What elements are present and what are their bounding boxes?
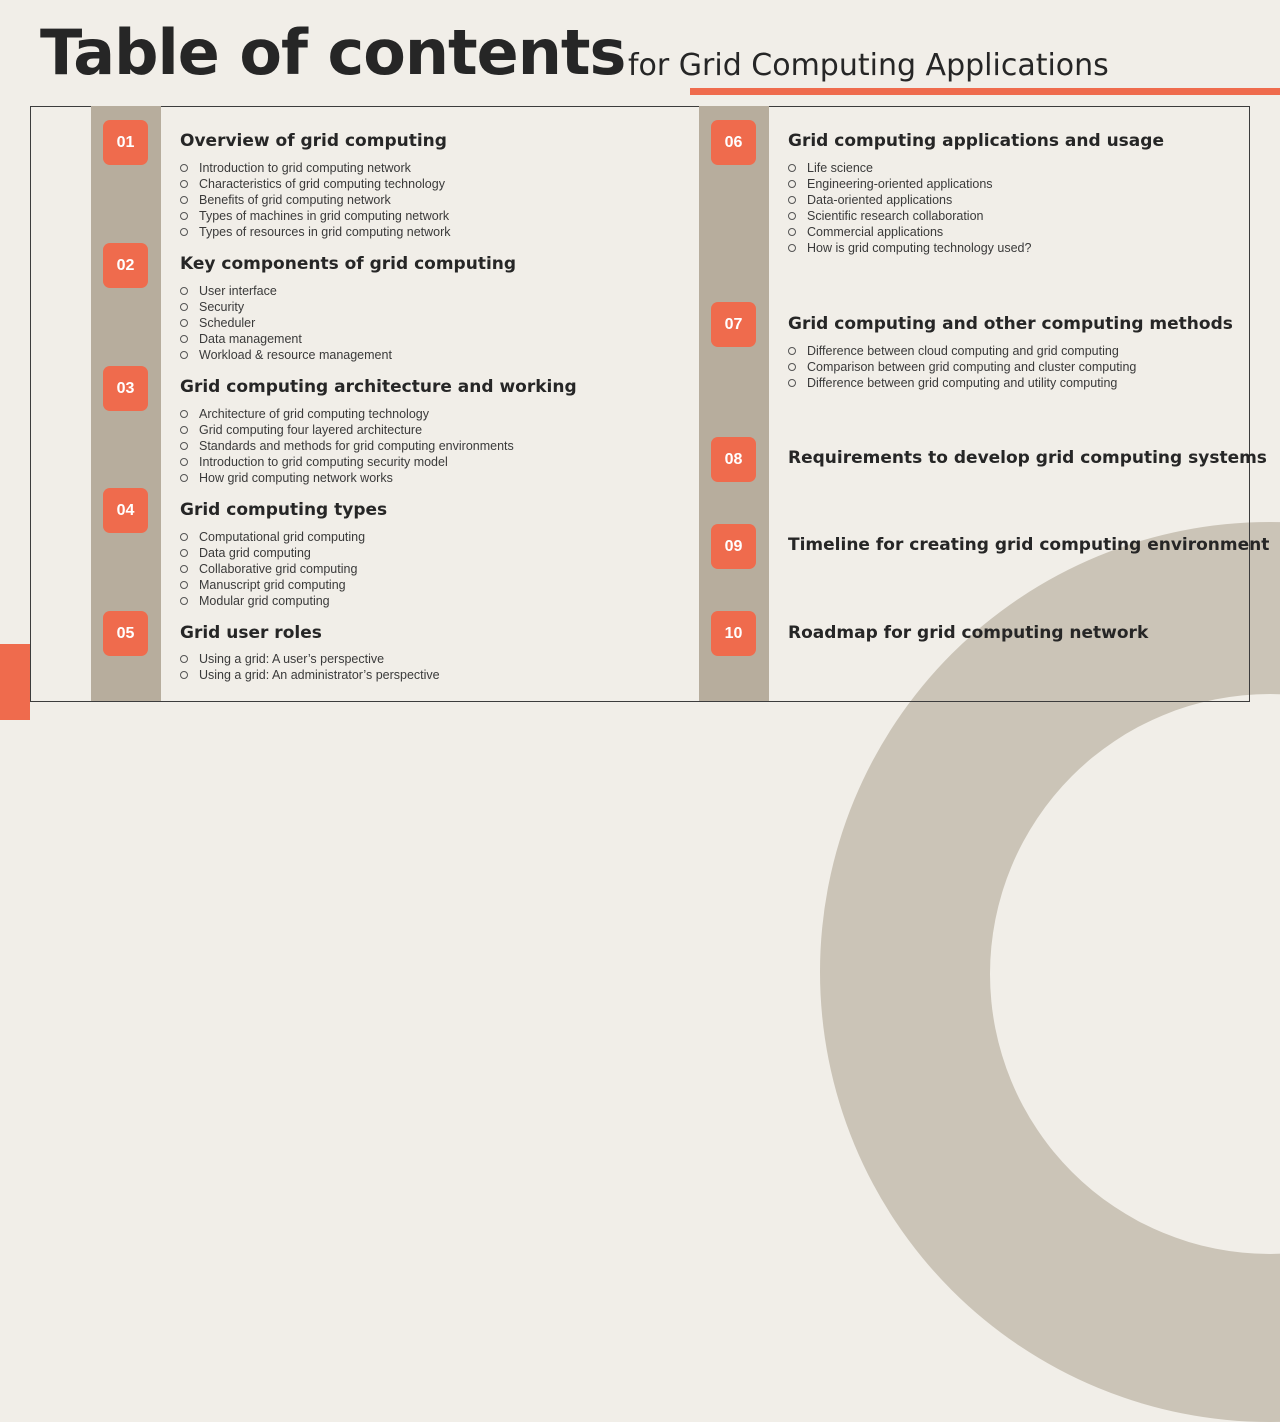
circle-bullet-icon: [180, 565, 188, 573]
bullet-item: Comparison between grid computing and cluster computing: [788, 359, 1136, 375]
bullet-item: Collaborative grid computing: [180, 561, 365, 577]
circle-bullet-icon: [180, 426, 188, 434]
section-title[interactable]: Grid computing and other computing methods: [788, 314, 1233, 334]
bullet-item: Standards and methods for grid computing environments: [180, 438, 514, 454]
section-bullet-list: [788, 343, 1136, 391]
circle-bullet-icon: [180, 533, 188, 541]
circle-bullet-icon: [180, 549, 188, 557]
section-title[interactable]: Grid user roles: [180, 623, 322, 643]
bullet-item: Commercial applications: [788, 224, 1031, 240]
bullet-item: Data management: [180, 331, 392, 347]
bullet-item: Modular grid computing: [180, 593, 365, 609]
circle-bullet-icon: [788, 164, 796, 172]
circle-bullet-icon: [788, 196, 796, 204]
circle-bullet-icon: [180, 351, 188, 359]
section-number-badge: 10: [711, 611, 756, 656]
bullet-item: Life science: [788, 160, 1031, 176]
circle-bullet-icon: [180, 458, 188, 466]
bullet-item: Manuscript grid computing: [180, 577, 365, 593]
section-number-badge: 07: [711, 302, 756, 347]
circle-bullet-icon: [180, 655, 188, 663]
circle-bullet-icon: [788, 363, 796, 371]
circle-bullet-icon: [788, 212, 796, 220]
section-number-badge: 06: [711, 120, 756, 165]
page-title: Table of contents: [40, 16, 626, 89]
bullet-item: User interface: [180, 283, 392, 299]
section-title[interactable]: Requirements to develop grid computing systems: [788, 448, 1267, 468]
bullet-item: Scheduler: [180, 315, 392, 331]
circle-bullet-icon: [180, 303, 188, 311]
section-bullet-list: [788, 160, 1031, 256]
section-number-badge: 05: [103, 611, 148, 656]
section-bullet-list: [180, 160, 451, 240]
section-title[interactable]: Roadmap for grid computing network: [788, 623, 1149, 643]
bullet-item: Types of machines in grid computing network: [180, 208, 451, 224]
section-number-badge: 03: [103, 366, 148, 411]
section-title[interactable]: Grid computing types: [180, 500, 388, 520]
circle-bullet-icon: [788, 180, 796, 188]
bullet-item: Introduction to grid computing security model: [180, 454, 514, 470]
section-bullet-list: [180, 651, 440, 683]
bullet-item: Difference between cloud computing and grid computing: [788, 343, 1136, 359]
title-underline: [690, 88, 1280, 95]
section-title[interactable]: Grid computing architecture and working: [180, 377, 577, 397]
circle-bullet-icon: [788, 379, 796, 387]
section-number-badge: 02: [103, 243, 148, 288]
bullet-item: Security: [180, 299, 392, 315]
bullet-item: How is grid computing technology used?: [788, 240, 1031, 256]
bullet-item: How grid computing network works: [180, 470, 514, 486]
circle-bullet-icon: [788, 228, 796, 236]
bullet-item: Data-oriented applications: [788, 192, 1031, 208]
bullet-item: Grid computing four layered architecture: [180, 422, 514, 438]
bullet-item: Using a grid: An administrator’s perspective: [180, 667, 440, 683]
circle-bullet-icon: [180, 335, 188, 343]
section-number-badge: 08: [711, 437, 756, 482]
circle-bullet-icon: [180, 319, 188, 327]
circle-bullet-icon: [180, 442, 188, 450]
bullet-item: Types of resources in grid computing network: [180, 224, 451, 240]
bullet-item: Architecture of grid computing technology: [180, 406, 514, 422]
bullet-item: Difference between grid computing and utility computing: [788, 375, 1136, 391]
circle-bullet-icon: [180, 180, 188, 188]
bullet-item: Scientific research collaboration: [788, 208, 1031, 224]
section-title[interactable]: Overview of grid computing: [180, 131, 447, 151]
bullet-item: Characteristics of grid computing technology: [180, 176, 451, 192]
circle-bullet-icon: [180, 196, 188, 204]
circle-bullet-icon: [180, 581, 188, 589]
section-bullet-list: [180, 283, 392, 363]
section-number-badge: 04: [103, 488, 148, 533]
page-subtitle: for Grid Computing Applications: [628, 48, 1109, 83]
bullet-item: Benefits of grid computing network: [180, 192, 451, 208]
circle-bullet-icon: [180, 474, 188, 482]
circle-bullet-icon: [788, 347, 796, 355]
decorative-corner-block: [0, 644, 30, 720]
section-title[interactable]: Timeline for creating grid computing environment: [788, 535, 1270, 555]
bullet-item: Using a grid: A user’s perspective: [180, 651, 440, 667]
bullet-item: Computational grid computing: [180, 529, 365, 545]
circle-bullet-icon: [180, 212, 188, 220]
bullet-item: Workload & resource management: [180, 347, 392, 363]
circle-bullet-icon: [180, 287, 188, 295]
circle-bullet-icon: [180, 671, 188, 679]
section-title[interactable]: Grid computing applications and usage: [788, 131, 1164, 151]
circle-bullet-icon: [180, 410, 188, 418]
bullet-item: Introduction to grid computing network: [180, 160, 451, 176]
section-title[interactable]: Key components of grid computing: [180, 254, 517, 274]
section-bullet-list: [180, 406, 514, 486]
section-number-badge: 09: [711, 524, 756, 569]
bullet-item: Data grid computing: [180, 545, 365, 561]
circle-bullet-icon: [180, 597, 188, 605]
circle-bullet-icon: [180, 228, 188, 236]
section-bullet-list: [180, 529, 365, 609]
circle-bullet-icon: [180, 164, 188, 172]
section-number-badge: 01: [103, 120, 148, 165]
bullet-item: Engineering-oriented applications: [788, 176, 1031, 192]
circle-bullet-icon: [788, 244, 796, 252]
